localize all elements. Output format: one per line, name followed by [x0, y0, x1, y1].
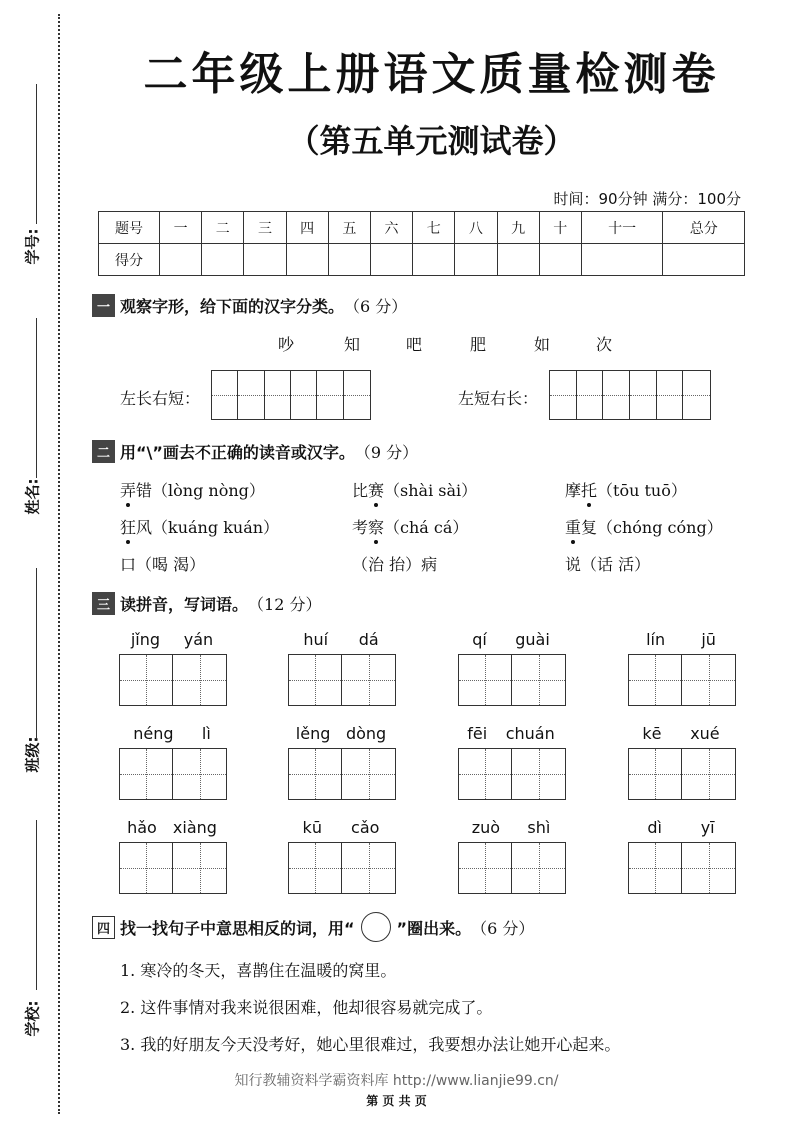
q3-writing-grid[interactable] — [288, 842, 396, 894]
q1-char: 次 — [596, 335, 613, 354]
q3-syllable: néng — [133, 724, 174, 743]
score-cell[interactable] — [497, 244, 539, 276]
page-title: 二年级上册语文质量检测卷 — [143, 49, 720, 100]
score-cell[interactable] — [455, 244, 497, 276]
q3-syllable: shì — [527, 818, 551, 837]
q3-syllable: jǐng — [130, 630, 161, 649]
binding-dashed-line — [58, 14, 60, 1114]
score-cell[interactable] — [413, 244, 455, 276]
q3-syllable: huí — [303, 630, 329, 649]
margin-label-name: 姓名: — [23, 478, 42, 515]
q3-writing-grid[interactable] — [119, 654, 227, 706]
q2-number: 二 — [92, 440, 115, 463]
q3-pinyin — [288, 724, 394, 743]
margin-line-3 — [36, 568, 37, 738]
q2-item: 重复（chóng cóng） — [565, 515, 723, 538]
q3-writing-grid[interactable] — [458, 654, 566, 706]
q2-item: 说（话 活） — [565, 555, 651, 574]
q3-syllable: zuò — [471, 818, 501, 837]
q4-sentence[interactable]: 2. 这件事情对我来说很困难，他却很容易就完成了。 — [120, 998, 493, 1017]
q1-char: 如 — [534, 335, 551, 354]
q3-syllable: yī — [700, 818, 715, 837]
q3-syllable: dá — [358, 630, 379, 649]
q2-title: 用“\”画去不正确的读音或汉字。 — [120, 443, 355, 462]
q3-pinyin — [288, 630, 394, 649]
q3-syllable: xué — [690, 724, 720, 743]
q4-title-a: 找一找句子中意思相反的词，用“ — [120, 918, 355, 938]
score-header-cell: 二 — [202, 212, 244, 244]
score-header-cell: 六 — [370, 212, 412, 244]
q3-writing-grid[interactable] — [119, 748, 227, 800]
q2-item: 口（喝 渴） — [120, 555, 206, 574]
q3-writing-grid[interactable] — [119, 842, 227, 894]
q3-syllable: cǎo — [351, 818, 380, 837]
q3-pinyin — [628, 818, 734, 837]
margin-label-id: 学号: — [23, 228, 42, 265]
q3-title: 读拼音，写词语。 — [120, 595, 249, 614]
q3-syllable: yán — [183, 630, 214, 649]
score-cell[interactable] — [160, 244, 202, 276]
q3-syllable: dì — [647, 818, 662, 837]
q2-item: 弄错（lòng nòng） — [120, 478, 265, 501]
score-header-cell: 题号 — [99, 212, 160, 244]
score-cell[interactable] — [581, 244, 663, 276]
q1-right-grid[interactable] — [549, 370, 711, 420]
score-cell[interactable] — [202, 244, 244, 276]
score-table-header-row — [99, 212, 745, 244]
q1-number: 一 — [92, 294, 115, 317]
page-number: 第 页 共 页 — [366, 1094, 427, 1108]
score-cell[interactable] — [328, 244, 370, 276]
q1-char: 肥 — [470, 335, 487, 354]
q2-heading — [92, 440, 418, 463]
q1-char: 知 — [344, 335, 361, 354]
q3-heading — [92, 592, 321, 615]
q2-item: 考察（chá cá） — [352, 515, 468, 538]
q2-points: （9 分） — [354, 443, 419, 462]
q3-syllable: lěng — [295, 724, 331, 743]
q3-pinyin — [628, 630, 734, 649]
score-cell[interactable] — [244, 244, 286, 276]
score-header-cell: 八 — [455, 212, 497, 244]
q3-pinyin — [628, 724, 734, 743]
q3-syllable: kē — [642, 724, 662, 743]
score-header-cell: 四 — [286, 212, 328, 244]
q2-item: （治 抬）病 — [352, 555, 438, 574]
score-header-cell: 一 — [160, 212, 202, 244]
q3-number: 三 — [92, 592, 115, 615]
q3-writing-grid[interactable] — [288, 654, 396, 706]
q4-sentence[interactable]: 1. 寒冷的冬天，喜鹊住在温暖的窝里。 — [120, 961, 397, 980]
margin-line-2 — [36, 318, 37, 478]
q1-title: 观察字形，给下面的汉字分类。 — [120, 297, 345, 316]
q3-writing-grid[interactable] — [628, 842, 736, 894]
score-cell[interactable] — [539, 244, 581, 276]
margin-label-school: 学校: — [23, 1000, 42, 1037]
q3-writing-grid[interactable] — [288, 748, 396, 800]
q3-writing-grid[interactable] — [458, 748, 566, 800]
q4-sentence[interactable]: 3. 我的好朋友今天没考好，她心里很难过，我要想办法让她开心起来。 — [120, 1035, 621, 1054]
score-header-cell: 九 — [497, 212, 539, 244]
score-header-cell: 三 — [244, 212, 286, 244]
score-header-cell: 总分 — [663, 212, 745, 244]
q1-right-label: 左短右长： — [458, 389, 539, 408]
q3-pinyin — [458, 818, 564, 837]
q3-pinyin — [458, 630, 564, 649]
time-info: 时间：90分钟 满分：100分 — [553, 190, 741, 208]
q3-writing-grid[interactable] — [458, 842, 566, 894]
score-table-score-row — [99, 244, 745, 276]
q4-title-b: ”圈出来。 — [396, 918, 472, 938]
score-header-cell: 五 — [328, 212, 370, 244]
q3-writing-grid[interactable] — [628, 654, 736, 706]
margin-line-1 — [36, 84, 37, 224]
q3-syllable: dòng — [345, 724, 387, 743]
q3-pinyin — [119, 724, 225, 743]
q4-number: 四 — [92, 916, 115, 939]
margin-line-4 — [36, 820, 37, 990]
q1-char: 吧 — [406, 335, 423, 354]
q1-left-label: 左长右短： — [120, 389, 201, 408]
q3-syllable: kū — [302, 818, 322, 837]
q3-syllable: hǎo — [127, 818, 157, 837]
q3-syllable: chuán — [505, 724, 555, 743]
q3-syllable: xiàng — [172, 818, 217, 837]
q4-heading — [92, 912, 534, 942]
q2-item: 狂风（kuáng kuán） — [120, 515, 279, 538]
q4-points: （6 分） — [471, 918, 535, 938]
q3-syllable: fēi — [467, 724, 488, 743]
q3-pinyin — [458, 724, 564, 743]
score-header-cell: 十 — [539, 212, 581, 244]
q1-heading — [92, 294, 407, 317]
q3-syllable: lì — [201, 724, 211, 743]
q3-syllable: jū — [701, 630, 716, 649]
q3-pinyin — [119, 818, 225, 837]
q3-syllable: guài — [515, 630, 550, 649]
score-header-cell: 七 — [413, 212, 455, 244]
circle-icon — [361, 912, 391, 942]
q2-item: 比赛（shài sài） — [352, 478, 477, 501]
q3-pinyin — [288, 818, 394, 837]
footer-watermark: 知行教辅资料学霸资料库 http://www.lianjie99.cn/ — [234, 1073, 559, 1089]
q3-syllable: qí — [472, 630, 487, 649]
score-cell[interactable] — [663, 244, 745, 276]
score-cell[interactable] — [286, 244, 328, 276]
q3-points: （12 分） — [248, 595, 322, 614]
q2-item: 摩托（tōu tuō） — [565, 478, 687, 501]
page-subtitle: （第五单元测试卷） — [287, 122, 576, 160]
margin-label-class: 班级: — [23, 736, 42, 773]
score-header-cell: 十一 — [581, 212, 663, 244]
score-cell[interactable] — [370, 244, 412, 276]
q3-pinyin — [119, 630, 225, 649]
q3-writing-grid[interactable] — [628, 748, 736, 800]
q3-syllable: lín — [646, 630, 666, 649]
q1-left-grid[interactable] — [211, 370, 371, 420]
score-table — [98, 211, 745, 276]
score-row-label: 得分 — [99, 244, 160, 276]
q1-points: （6 分） — [344, 297, 408, 316]
q1-char: 吵 — [278, 335, 295, 354]
